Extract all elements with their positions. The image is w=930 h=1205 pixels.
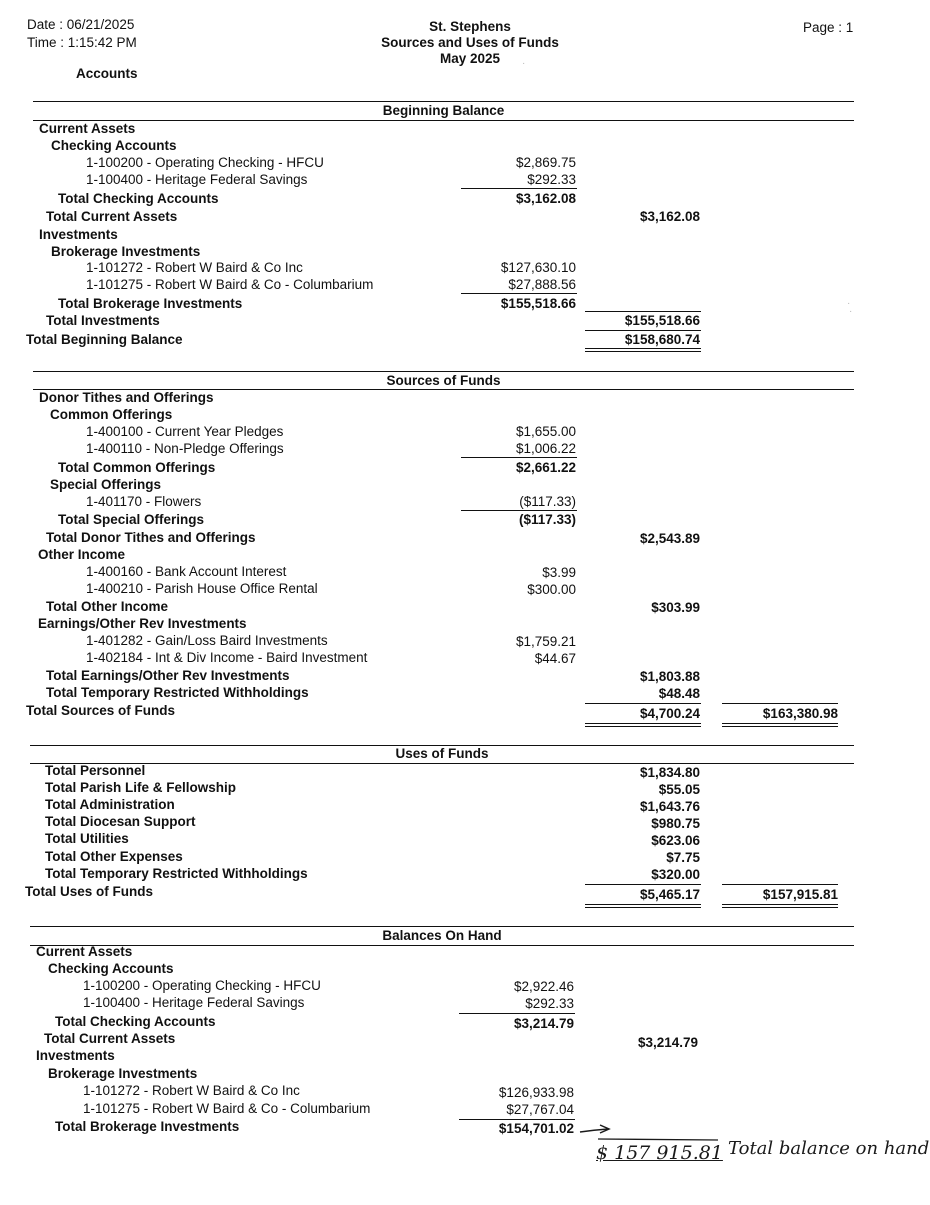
subtotal-label: Total Special Offerings [58, 512, 205, 527]
total-rule [585, 884, 701, 885]
subgroup-brokerage-investments: Brokerage Investments [51, 244, 201, 259]
account-amount: $2,869.75 [515, 155, 576, 170]
subtotal-amount: $155,518.66 [500, 296, 576, 311]
account-amount: $1,655.00 [515, 424, 576, 439]
total-label: Total Donor Tithes and Offerings [46, 530, 256, 545]
scan-speck: · [849, 306, 853, 317]
total-rule [585, 311, 701, 312]
subgroup-common-offerings: Common Offerings [50, 407, 173, 422]
total-label: Total Other Income [46, 599, 169, 614]
scan-speck: · [522, 58, 526, 69]
subgroup-brokerage-investments: Brokerage Investments [48, 1066, 198, 1081]
double-underline [585, 348, 701, 352]
subtotal-amount: $154,701.02 [498, 1121, 574, 1136]
account-line: 1-100400 - Heritage Federal Savings [86, 172, 308, 187]
total-amount: $1,643.76 [639, 799, 700, 814]
total-label: Total Parish Life & Fellowship [45, 780, 237, 795]
account-line: 1-401282 - Gain/Loss Baird Investments [86, 633, 328, 648]
double-underline [585, 723, 701, 727]
grand-total-label: Total Sources of Funds [26, 703, 176, 718]
total-label: Total Temporary Restricted Withholdings [46, 685, 309, 700]
group-investments: Investments [36, 1048, 115, 1063]
accounts-label: Accounts [76, 66, 138, 81]
account-amount: $27,767.04 [506, 1102, 574, 1117]
total-amount: $55.05 [658, 782, 700, 797]
account-amount: $3.99 [542, 565, 576, 580]
account-amount: $2,922.46 [513, 979, 574, 994]
total-label: Total Administration [45, 797, 175, 812]
subtotal-amount: ($117.33) [518, 512, 576, 527]
total-amount: $1,803.88 [639, 669, 700, 684]
subtotal-label: Total Common Offerings [58, 460, 216, 475]
section-rule-bottom [30, 945, 854, 946]
handwritten-note: Total balance on hand [728, 1138, 930, 1159]
subgroup-checking-accounts: Checking Accounts [48, 961, 174, 976]
print-date: Date : 06/21/2025 [27, 17, 135, 32]
account-amount: $1,759.21 [515, 634, 576, 649]
account-line: 1-401170 - Flowers [86, 494, 202, 509]
account-amount: $1,006.22 [515, 441, 576, 456]
total-label: Total Personnel [45, 763, 146, 778]
account-amount: $27,888.56 [508, 277, 576, 292]
total-amount: $623.06 [651, 833, 700, 848]
account-line: 1-101272 - Robert W Baird & Co Inc [83, 1083, 300, 1098]
grand-total-label: Total Uses of Funds [25, 884, 154, 899]
subtotal-amount: $2,661.22 [515, 460, 576, 475]
total-amount: $3,214.79 [637, 1035, 698, 1050]
section-rule-bottom [30, 763, 854, 764]
subtotal-rule [459, 1013, 575, 1014]
total-label: Total Current Assets [46, 209, 178, 224]
section-rule-top [30, 926, 854, 927]
subtotal-label: Total Brokerage Investments [55, 1119, 240, 1134]
grand-total-label: Total Beginning Balance [26, 332, 183, 347]
total-rule [585, 703, 701, 704]
double-underline [585, 904, 701, 908]
total-amount: $3,162.08 [639, 209, 700, 224]
account-amount: $292.33 [527, 172, 576, 187]
subtotal-rule [461, 457, 577, 458]
total-amount: $303.99 [651, 600, 700, 615]
section-rule-bottom [33, 120, 854, 121]
scan-speck: · [847, 298, 851, 309]
report-title: Sources and Uses of Funds [381, 35, 559, 50]
total-amount: $155,518.66 [624, 313, 700, 328]
handwritten-total-amount: $ 157 915.81 [596, 1142, 723, 1164]
group-other-income: Other Income [38, 547, 126, 562]
total-amount: $320.00 [651, 867, 700, 882]
total-amount: $7.75 [666, 850, 700, 865]
total-label: Total Utilities [45, 831, 129, 846]
account-line: 1-400100 - Current Year Pledges [86, 424, 284, 439]
grand-total-amount: $5,465.17 [639, 887, 700, 902]
subtotal-label: Total Checking Accounts [55, 1014, 216, 1029]
total-label: Total Investments [46, 313, 160, 328]
account-amount: $127,630.10 [500, 260, 576, 275]
section-heading-balances-on-hand: Balances On Hand [382, 928, 502, 943]
account-amount: ($117.33) [519, 494, 576, 509]
handwritten-arrow-icon [578, 1120, 728, 1144]
account-amount: $126,933.98 [498, 1085, 574, 1100]
account-line: 1-402184 - Int & Div Income - Baird Investment [86, 650, 368, 665]
grand-total-amount: $158,680.74 [624, 332, 700, 347]
subtotal-label: Total Brokerage Investments [58, 296, 243, 311]
total-label: Total Earnings/Other Rev Investments [46, 668, 290, 683]
total-rule [722, 703, 838, 704]
account-line: 1-400110 - Non-Pledge Offerings [86, 441, 284, 456]
section-heading-beginning-balance: Beginning Balance [382, 103, 505, 118]
subgroup-checking-accounts: Checking Accounts [51, 138, 177, 153]
subtotal-amount: $3,214.79 [513, 1016, 574, 1031]
total-label: Total Diocesan Support [45, 814, 196, 829]
total-label: Total Current Assets [44, 1031, 176, 1046]
print-time: Time : 1:15:42 PM [27, 35, 137, 50]
total-label: Total Temporary Restricted Withholdings [45, 866, 308, 881]
total-amount: $980.75 [651, 816, 700, 831]
group-donor-tithes: Donor Tithes and Offerings [39, 390, 214, 405]
section-heading-uses-of-funds: Uses of Funds [395, 746, 489, 761]
total-amount: $1,834.80 [639, 765, 700, 780]
group-earnings: Earnings/Other Rev Investments [38, 616, 247, 631]
section-rule-top [33, 101, 854, 102]
double-underline [722, 723, 838, 727]
page-number: Page : 1 [803, 20, 854, 35]
total-amount: $48.48 [658, 686, 700, 701]
total-amount: $2,543.89 [639, 531, 700, 546]
subtotal-label: Total Checking Accounts [58, 191, 219, 206]
double-underline [722, 904, 838, 908]
group-current-assets: Current Assets [39, 121, 136, 136]
running-total-amount: $157,915.81 [762, 887, 838, 902]
account-line: 1-100400 - Heritage Federal Savings [83, 995, 305, 1010]
account-line: 1-100200 - Operating Checking - HFCU [86, 155, 324, 170]
section-rule-top [33, 371, 854, 372]
account-line: 1-400160 - Bank Account Interest [86, 564, 287, 579]
report-period: May 2025 [439, 51, 501, 66]
account-amount: $292.33 [525, 996, 574, 1011]
account-line: 1-101275 - Robert W Baird & Co - Columbarium [86, 277, 374, 292]
account-line: 1-100200 - Operating Checking - HFCU [83, 978, 321, 993]
organization-name: St. Stephens [429, 19, 511, 34]
subtotal-rule [461, 293, 577, 294]
subtotal-amount: $3,162.08 [515, 191, 576, 206]
running-total-amount: $163,380.98 [762, 706, 838, 721]
account-amount: $300.00 [527, 582, 576, 597]
subtotal-rule [459, 1119, 575, 1120]
group-investments: Investments [39, 227, 118, 242]
account-line: 1-101272 - Robert W Baird & Co Inc [86, 260, 303, 275]
account-amount: $44.67 [534, 651, 576, 666]
subtotal-rule [461, 188, 577, 189]
total-label: Total Other Expenses [45, 849, 183, 864]
total-rule [585, 330, 701, 331]
account-line: 1-400210 - Parish House Office Rental [86, 581, 318, 596]
account-line: 1-101275 - Robert W Baird & Co - Columbarium [83, 1101, 371, 1116]
subgroup-special-offerings: Special Offerings [50, 477, 162, 492]
subtotal-rule [461, 510, 577, 511]
section-heading-sources-of-funds: Sources of Funds [386, 373, 501, 388]
grand-total-amount: $4,700.24 [639, 706, 700, 721]
group-current-assets: Current Assets [36, 944, 133, 959]
total-rule [722, 884, 838, 885]
